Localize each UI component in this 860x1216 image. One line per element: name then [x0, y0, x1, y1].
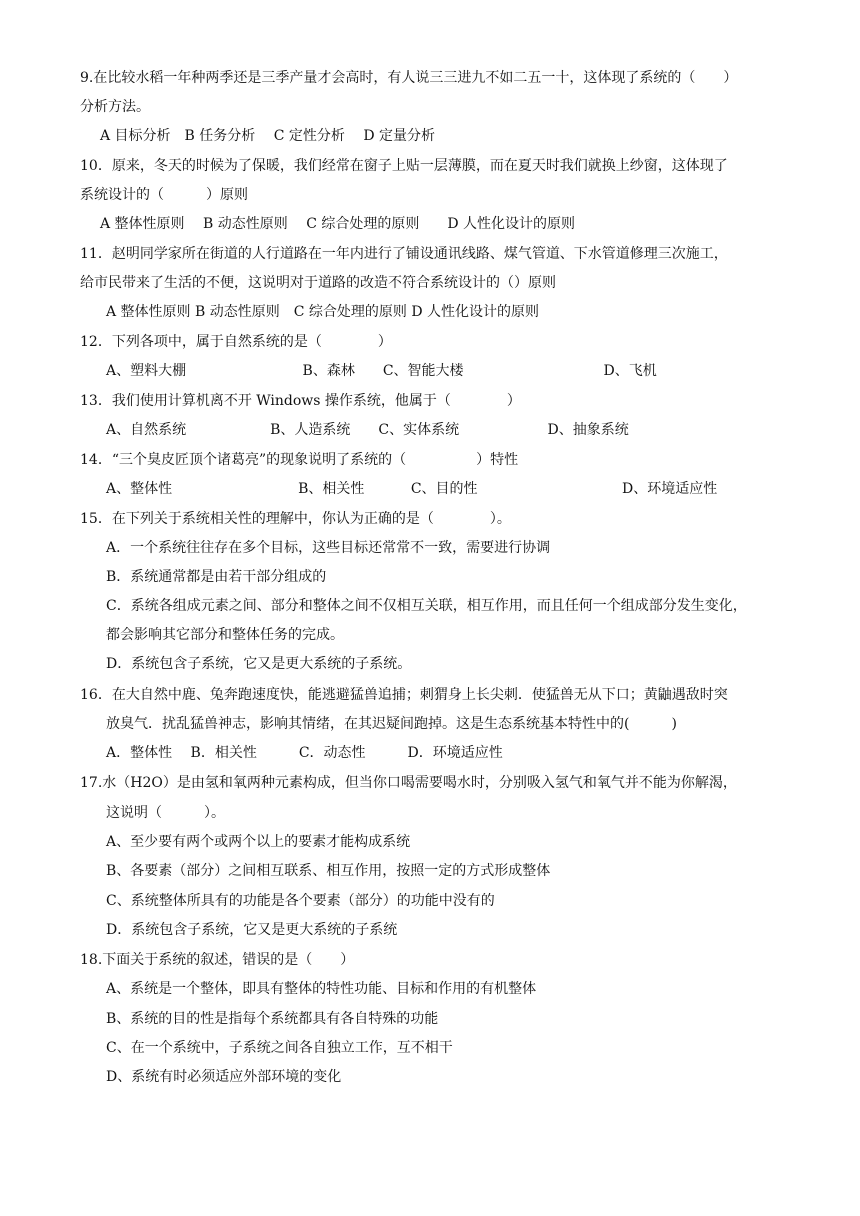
- question-11-stem-line-2: 给市民带来了生活的不便，这说明对于道路的改造不符合系统设计的（）原则: [80, 275, 556, 291]
- question-17-option-a: A、至少要有两个或两个以上的要素才能构成系统: [106, 834, 411, 850]
- question-10-stem-line-2: 系统设计的（ ）原则: [80, 187, 248, 203]
- question-17-option-b: B、各要素（部分）之间相互联系、相互作用，按照一定的方式形成整体: [106, 863, 551, 879]
- question-14-stem: 14．“三个臭皮匠顶个诸葛亮”的现象说明了系统的（ ）特性: [80, 452, 519, 468]
- question-16-stem-cont: 放臭气．扰乱猛兽神志，影响其情绪，在其迟疑间跑掉。这是生态系统基本特性中的( ): [106, 716, 677, 732]
- question-17-stem: 17.水（H2O）是由氢和氧两种元素构成，但当你口喝需要喝水时，分别吸入氢气和氧气并不能为你解渴，: [80, 775, 737, 791]
- question-18-option-b: B、系统的目的性是指每个系统都具有各自特殊的功能: [106, 1011, 439, 1027]
- question-11-stem-line-1: 11．赵明同学家所在街道的人行道路在一年内进行了铺设通讯线路、煤气管道、下水管道修理三次施工，: [80, 246, 728, 262]
- question-9-options: A 目标分析 B 任务分析 C 定性分析 D 定量分析: [100, 128, 436, 144]
- question-15-stem: 15．在下列关于系统相关性的理解中，你认为正确的是（ ）。: [80, 511, 511, 527]
- question-9-stem-line-1: 9.在比较水稻一年种两季还是三季产量才会高时，有人说三三进九不如二五一十，这体现了系统的（ ）: [80, 70, 738, 86]
- question-17-stem-cont: 这说明（ ）。: [106, 805, 225, 821]
- question-15-option-c-cont: 都会影响其它部分和整体任务的完成。: [106, 627, 344, 643]
- question-18-option-c: C、在一个系统中，子系统之间各自独立工作，互不相干: [106, 1040, 453, 1056]
- question-13-options: A、自然系统 B、人造系统 C、实体系统 D、抽象系统: [106, 422, 629, 438]
- question-17-option-c: C、系统整体所具有的功能是各个要素（部分）的功能中没有的: [106, 893, 495, 909]
- question-9-stem-line-2: 分析方法。: [80, 99, 150, 115]
- question-15-option-b: B．系统通常都是由若干部分组成的: [106, 569, 327, 585]
- question-13-stem: 13．我们使用计算机离不开 Windows 操作系统，他属于（ ）: [80, 393, 521, 409]
- question-16-stem: 16．在大自然中鹿、兔奔跑速度快，能逃避猛兽追捕；刺猬身上长尖刺．使猛兽无从下口；黄鼬遇敌时突: [80, 687, 728, 703]
- question-15-option-a: A．一个系统往往存在多个目标，这些目标还常常不一致，需要进行协调: [106, 540, 551, 556]
- question-17-option-d: D．系统包含子系统，它又是更大系统的子系统: [106, 922, 398, 938]
- question-15-option-c: C．系统各组成元素之间、部分和整体之间不仅相互关联，相互作用，而且任何一个组成部分发生变化，: [106, 598, 747, 614]
- question-14-options: A、整体性 B、相关性 C、目的性 D、环境适应性: [106, 481, 718, 497]
- question-18-option-d: D、系统有时必须适应外部环境的变化: [106, 1069, 342, 1085]
- question-10-stem-line-1: 10．原来，冬天的时候为了保暖，我们经常在窗子上贴一层薄膜，而在夏天时我们就换上纱窗，这体现了: [80, 158, 728, 174]
- question-12-options: A、塑料大棚 B、森林 C、智能大楼 D、飞机: [106, 363, 657, 379]
- question-12-stem: 12．下列各项中，属于自然系统的是（ ）: [80, 334, 392, 350]
- question-15-option-d: D．系统包含子系统，它又是更大系统的子系统。: [106, 656, 412, 672]
- question-16-options: A．整体性 B．相关性 C．动态性 D．环境适应性: [106, 745, 503, 761]
- question-10-options: A 整体性原则 B 动态性原则 C 综合处理的原则 D 人性化设计的原则: [100, 216, 576, 232]
- question-11-options: A 整体性原则 B 动态性原则 C 综合处理的原则 D 人性化设计的原则: [106, 304, 540, 320]
- question-18-option-a: A、系统是一个整体，即具有整体的特性功能、目标和作用的有机整体: [106, 981, 537, 997]
- question-18-stem: 18.下面关于系统的叙述，错误的是（ ）: [80, 952, 355, 968]
